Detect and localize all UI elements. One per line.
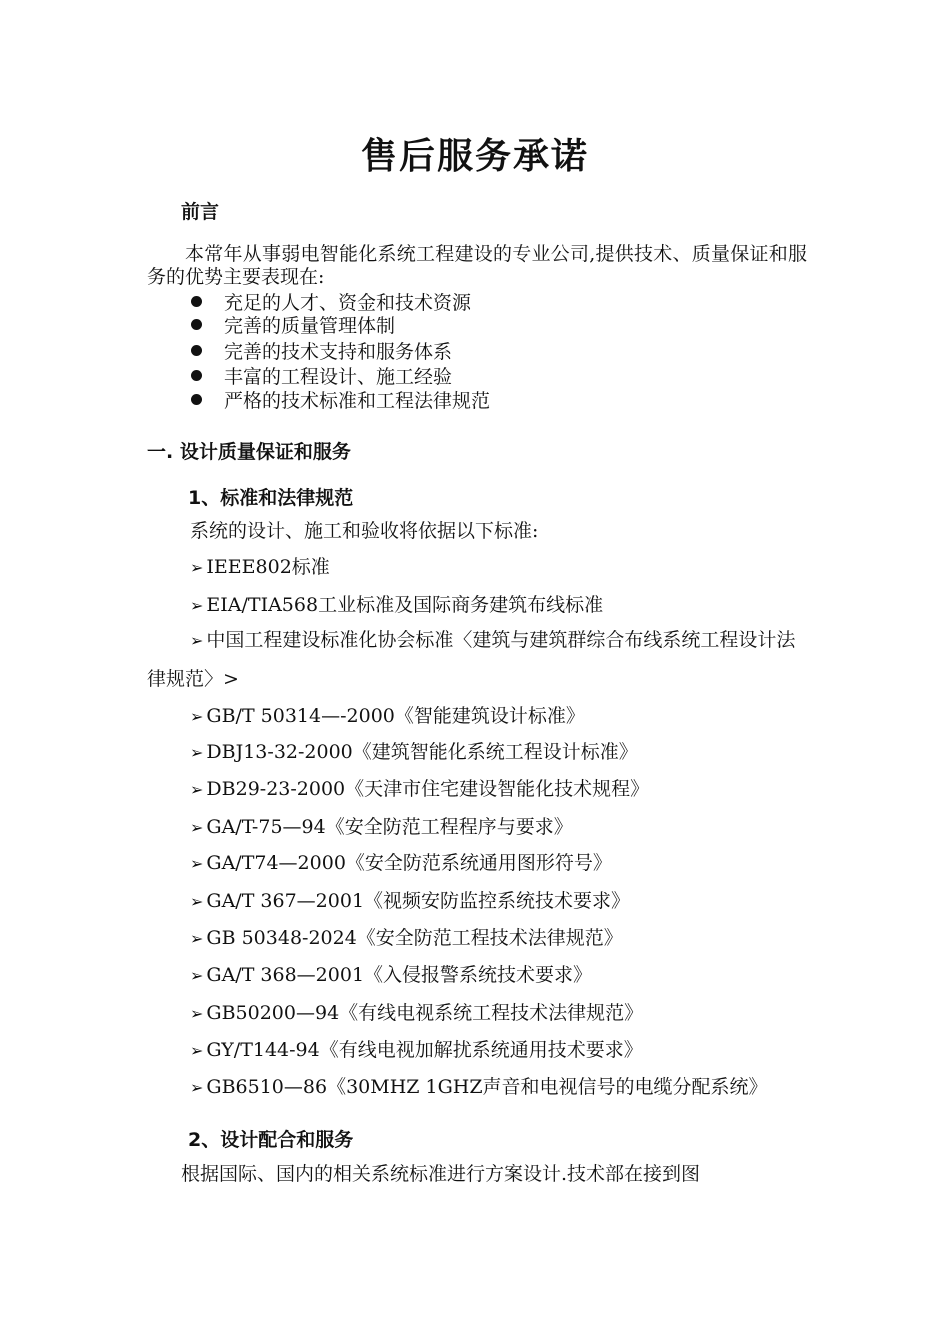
- list-item: ➢ GB50200—94《有线电视系统工程技术法律规范》: [190, 1002, 644, 1024]
- arrow-bullet-icon: ➢: [190, 1041, 204, 1060]
- section1-heading: 一. 设计质量保证和服务: [147, 441, 351, 463]
- arrow-bullet-icon: ➢: [190, 854, 204, 873]
- arrow-bullet-icon: ➢: [190, 780, 204, 799]
- list-item: ➢ GB/T 50314—-2000《智能建筑设计标准》: [190, 705, 585, 727]
- list-item: ➢ DBJ13-32-2000《建筑智能化系统工程设计标准》: [190, 741, 638, 763]
- subsection1-heading: 1、标准和法律规范: [188, 487, 354, 509]
- bullet-dot-icon: [191, 319, 202, 330]
- subsection2-heading: 2、设计配合和服务: [188, 1129, 354, 1151]
- list-item: ➢ IEEE802标准: [190, 556, 330, 578]
- arrow-bullet-icon: ➢: [190, 707, 204, 726]
- list-item: ➢ DB29-23-2000《天津市住宅建设智能化技术规程》: [190, 778, 650, 800]
- list-item: ➢ GA/T 367—2001《视频安防监控系统技术要求》: [190, 890, 631, 912]
- arrow-bullet-icon: ➢: [190, 818, 204, 837]
- bullet-dot-icon: [191, 296, 202, 307]
- list-item: ➢ GA/T 368—2001《入侵报警系统技术要求》: [190, 964, 593, 986]
- arrow-bullet-icon: ➢: [190, 892, 204, 911]
- preface-intro: 本常年从事弱电智能化系统工程建设的专业公司,提供技术、质量保证和服务的优势主要表现在:: [147, 243, 807, 288]
- list-item: ➢ GB 50348-2024《安全防范工程技术法律规范》: [190, 927, 623, 949]
- list-item: ➢ 中国工程建设标准化协会标准〈建筑与建筑群综合布线系统工程设计法律规范〉>: [147, 629, 796, 690]
- list-item: ➢ GY/T144-94《有线电视加解扰系统通用技术要求》: [190, 1039, 643, 1061]
- page-title: 售后服务承诺: [360, 136, 589, 177]
- list-item: ➢ GA/T-75—94《安全防范工程程序与要求》: [190, 816, 573, 838]
- list-item: 充足的人才、资金和技术资源: [191, 292, 471, 315]
- list-item: 丰富的工程设计、施工经验: [191, 366, 452, 389]
- bullet-dot-icon: [191, 345, 202, 356]
- preface-heading: 前言: [181, 201, 220, 223]
- arrow-bullet-icon: ➢: [190, 929, 204, 948]
- list-item: ➢ GA/T74—2000《安全防范系统通用图形符号》: [190, 852, 612, 874]
- bullet-dot-icon: [191, 370, 202, 381]
- list-item: ➢ EIA/TIA568工业标准及国际商务建筑布线标准: [190, 594, 604, 616]
- standards-intro: 系统的设计、施工和验收将依据以下标准:: [190, 520, 539, 542]
- list-item: 完善的技术支持和服务体系: [191, 341, 452, 364]
- bullet-dot-icon: [191, 394, 202, 405]
- subsection2-text: 根据国际、国内的相关系统标准进行方案设计.技术部在接到图: [181, 1163, 701, 1185]
- arrow-bullet-icon: ➢: [190, 596, 204, 615]
- list-item: 严格的技术标准和工程法律规范: [191, 390, 490, 413]
- list-item: 完善的质量管理体制: [191, 315, 395, 338]
- arrow-bullet-icon: ➢: [190, 743, 204, 762]
- arrow-bullet-icon: ➢: [190, 1078, 204, 1097]
- arrow-bullet-icon: ➢: [190, 631, 204, 650]
- arrow-bullet-icon: ➢: [190, 966, 204, 985]
- arrow-bullet-icon: ➢: [190, 1004, 204, 1023]
- list-item: ➢ GB6510—86《30MHZ 1GHZ声音和电视信号的电缆分配系统》: [190, 1076, 768, 1098]
- arrow-bullet-icon: ➢: [190, 558, 204, 577]
